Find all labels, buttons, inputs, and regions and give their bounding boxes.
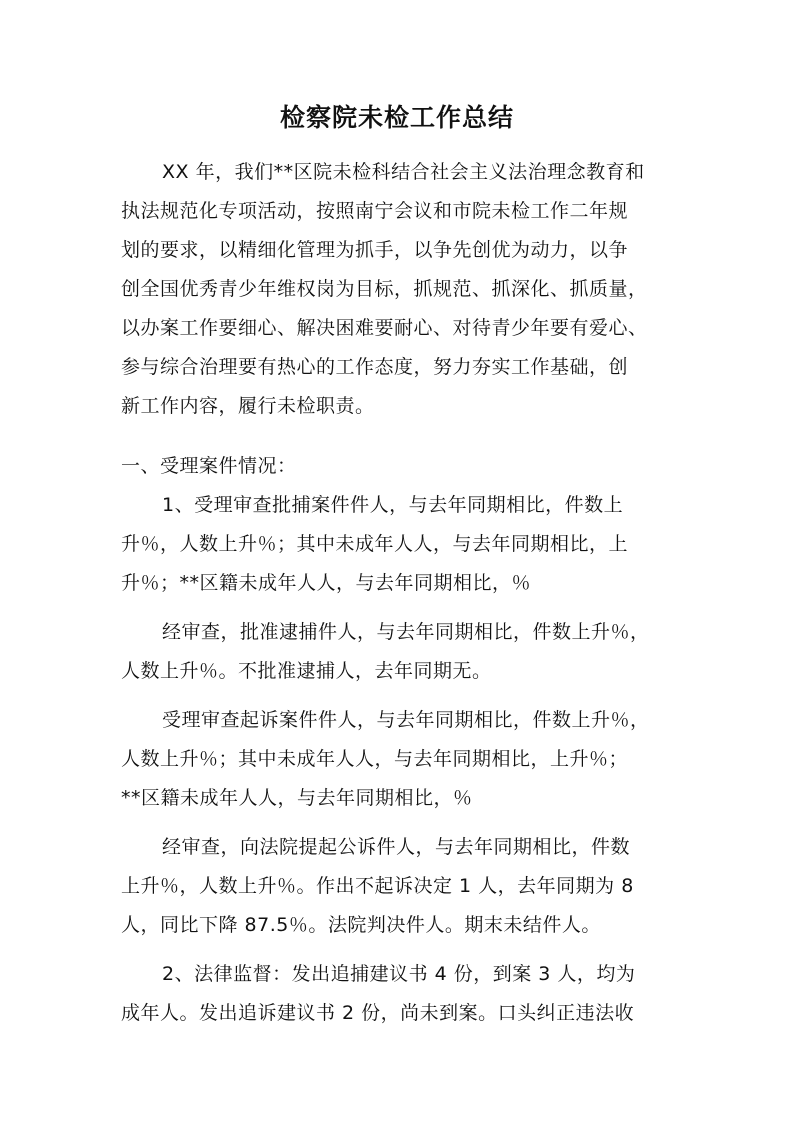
paragraph-line: 经审查，批准逮捕件人，与去年同期相比，件数上升％， xyxy=(162,621,650,643)
paragraph-line: 人数上升％。不批准逮捕人，去年同期无。 xyxy=(121,660,492,682)
paragraph-line: 1、受理审查批捕案件件人，与去年同期相比，件数上 xyxy=(162,494,624,516)
paragraph-line: 受理审查起诉案件件人，与去年同期相比，件数上升％， xyxy=(162,709,650,731)
paragraph-line: 人数上升％；其中未成年人人，与去年同期相比，上升％； xyxy=(121,748,629,770)
paragraph-line: 升％；**区籍未成年人人，与去年同期相比，％ xyxy=(121,572,532,594)
paragraph-line: 2、法律监督：发出追捕建议书 4 份，到案 3 人，均为 xyxy=(162,963,636,985)
paragraph-line: 经审查，向法院提起公诉件人，与去年同期相比，件数 xyxy=(162,836,631,858)
paragraph-line: 参与综合治理要有热心的工作态度，努力夯实工作基础，创 xyxy=(121,356,629,378)
paragraph-line: 执法规范化专项活动，按照南宁会议和市院未检工作二年规 xyxy=(121,200,629,222)
document-title: 检察院未检工作总结 xyxy=(279,103,514,132)
paragraph-line: **区籍未成年人人，与去年同期相比，％ xyxy=(121,787,473,809)
paragraph-line: 划的要求，以精细化管理为抓手，以争先创优为动力，以争 xyxy=(121,239,629,261)
paragraph-line: 上升％，人数上升％。作出不起诉决定 1 人，去年同期为 8 xyxy=(121,875,634,897)
paragraph-line: XX 年，我们**区院未检科结合社会主义法治理念教育和 xyxy=(162,161,645,183)
paragraph-line: 升％，人数上升％；其中未成年人人，与去年同期相比，上 xyxy=(121,533,629,555)
section-heading: 一、受理案件情况： xyxy=(121,455,297,477)
paragraph-line: 人，同比下降 87.5％。法院判决件人。期末未结件人。 xyxy=(121,914,601,936)
paragraph-line: 创全国优秀青少年维权岗为目标，抓规范、抓深化、抓质量， xyxy=(121,278,648,300)
paragraph-line: 以办案工作要细心、解决困难要耐心、对待青少年要有爱心、 xyxy=(121,317,648,339)
paragraph-line: 新工作内容，履行未检职责。 xyxy=(121,395,375,417)
paragraph-line: 成年人。发出追诉建议书 2 份，尚未到案。口头纠正违法收 xyxy=(121,1002,635,1024)
